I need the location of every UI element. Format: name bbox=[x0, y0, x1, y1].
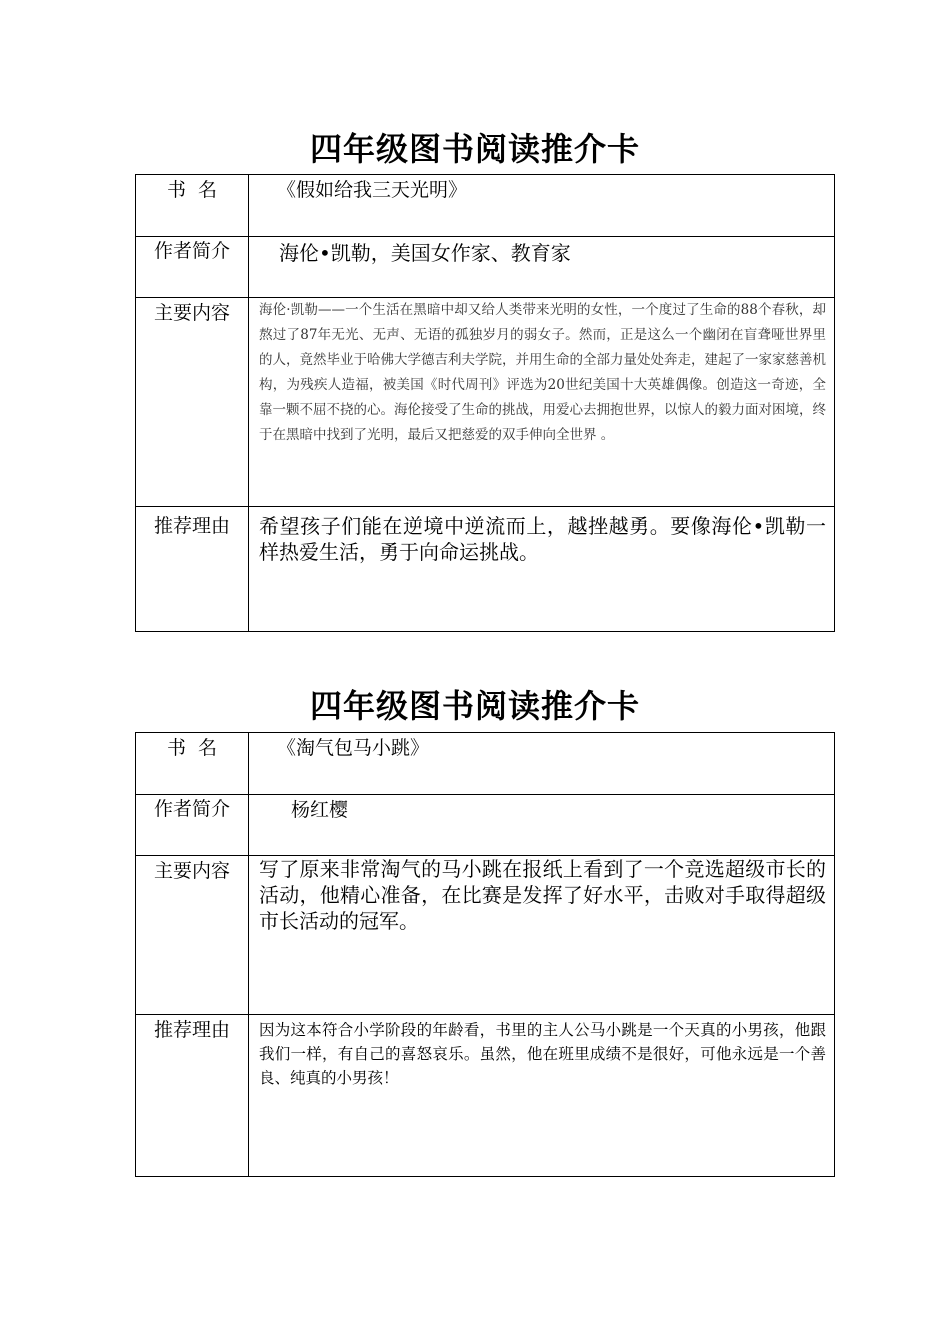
card-1-table bbox=[135, 174, 835, 632]
author-cell bbox=[249, 795, 835, 856]
author-label: 作者简介 bbox=[136, 795, 249, 856]
author-label: 作者简介 bbox=[136, 237, 249, 298]
content-label: 主要内容 bbox=[136, 856, 249, 1015]
reason-label: 推荐理由 bbox=[136, 1015, 249, 1177]
reason-cell bbox=[249, 507, 835, 632]
content-cell bbox=[249, 856, 835, 1015]
content-text: 海伦·凯勒——一个生活在黑暗中却又给人类带来光明的女性，一个度过了生命的88个春秋，却熬过了87年无光、无声、无语的孤独岁月的弱女子。然而，正是这么一个幽闭在盲聋哑世界里的人，竟然毕业于哈佛大学德吉利夫学院，并用生命的全部力量处处奔走，建起了一家家慈善机构，为残疾人造福，被美国《时代周刊》评选为20世纪美国十大英雄偶像。创造这一奇迹，全靠一颗不屈不挠的心。海伦接受了生命的挑战，用爱心去拥抱世界，以惊人的毅力面对困境，终 bbox=[259, 302, 826, 418]
book-name-value: 《淘气包马小跳》 bbox=[277, 737, 430, 759]
content-row bbox=[136, 856, 835, 1015]
reason-cell bbox=[249, 1015, 835, 1177]
author-value: 海伦•凯勒，美国女作家、教育家 bbox=[279, 241, 571, 265]
reason-value: 因为这本符合小学阶段的年龄看，书里的主人公马小跳是一个天真的小男孩，他跟我们一样，有自己的喜怒哀乐。虽然，他在班里成绩不是很好，可他永远是一个善良、纯真的小男孩！ bbox=[259, 1021, 826, 1087]
content-text-last-line: 于在黑暗中找到了光明，最后又把慈爱的双手伸向全世界 。 bbox=[259, 427, 615, 443]
content-label: 主要内容 bbox=[136, 298, 249, 507]
book-name-value: 《假如给我三天光明》 bbox=[277, 179, 468, 201]
card-1-title: 四年级图书阅读推介卡 bbox=[309, 130, 640, 168]
card-2-title: 四年级图书阅读推介卡 bbox=[309, 687, 640, 725]
book-name-row bbox=[136, 733, 835, 795]
content-value: 写了原来非常淘气的马小跳在报纸上看到了一个竞选超级市长的活动，他精心准备，在比赛是发挥了好水平，击败对手取得超级市长活动的冠军。 bbox=[259, 857, 826, 933]
content-cell bbox=[249, 298, 835, 507]
book-name-cell bbox=[249, 175, 835, 237]
reason-row bbox=[136, 507, 835, 632]
author-row bbox=[136, 237, 835, 298]
author-value: 杨红樱 bbox=[291, 799, 349, 821]
author-row bbox=[136, 795, 835, 856]
content-row bbox=[136, 298, 835, 507]
content-value bbox=[259, 298, 826, 448]
reason-row bbox=[136, 1015, 835, 1177]
author-cell bbox=[249, 237, 835, 298]
reason-label: 推荐理由 bbox=[136, 507, 249, 632]
book-name-label: 书 名 bbox=[136, 175, 249, 237]
book-name-row bbox=[136, 175, 835, 237]
card-2-table bbox=[135, 732, 835, 1177]
book-name-label: 书 名 bbox=[136, 733, 249, 795]
book-name-cell bbox=[249, 733, 835, 795]
reason-value: 希望孩子们能在逆境中逆流而上，越挫越勇。要像海伦•凯勒一样热爱生活，勇于向命运挑战。 bbox=[259, 514, 826, 564]
